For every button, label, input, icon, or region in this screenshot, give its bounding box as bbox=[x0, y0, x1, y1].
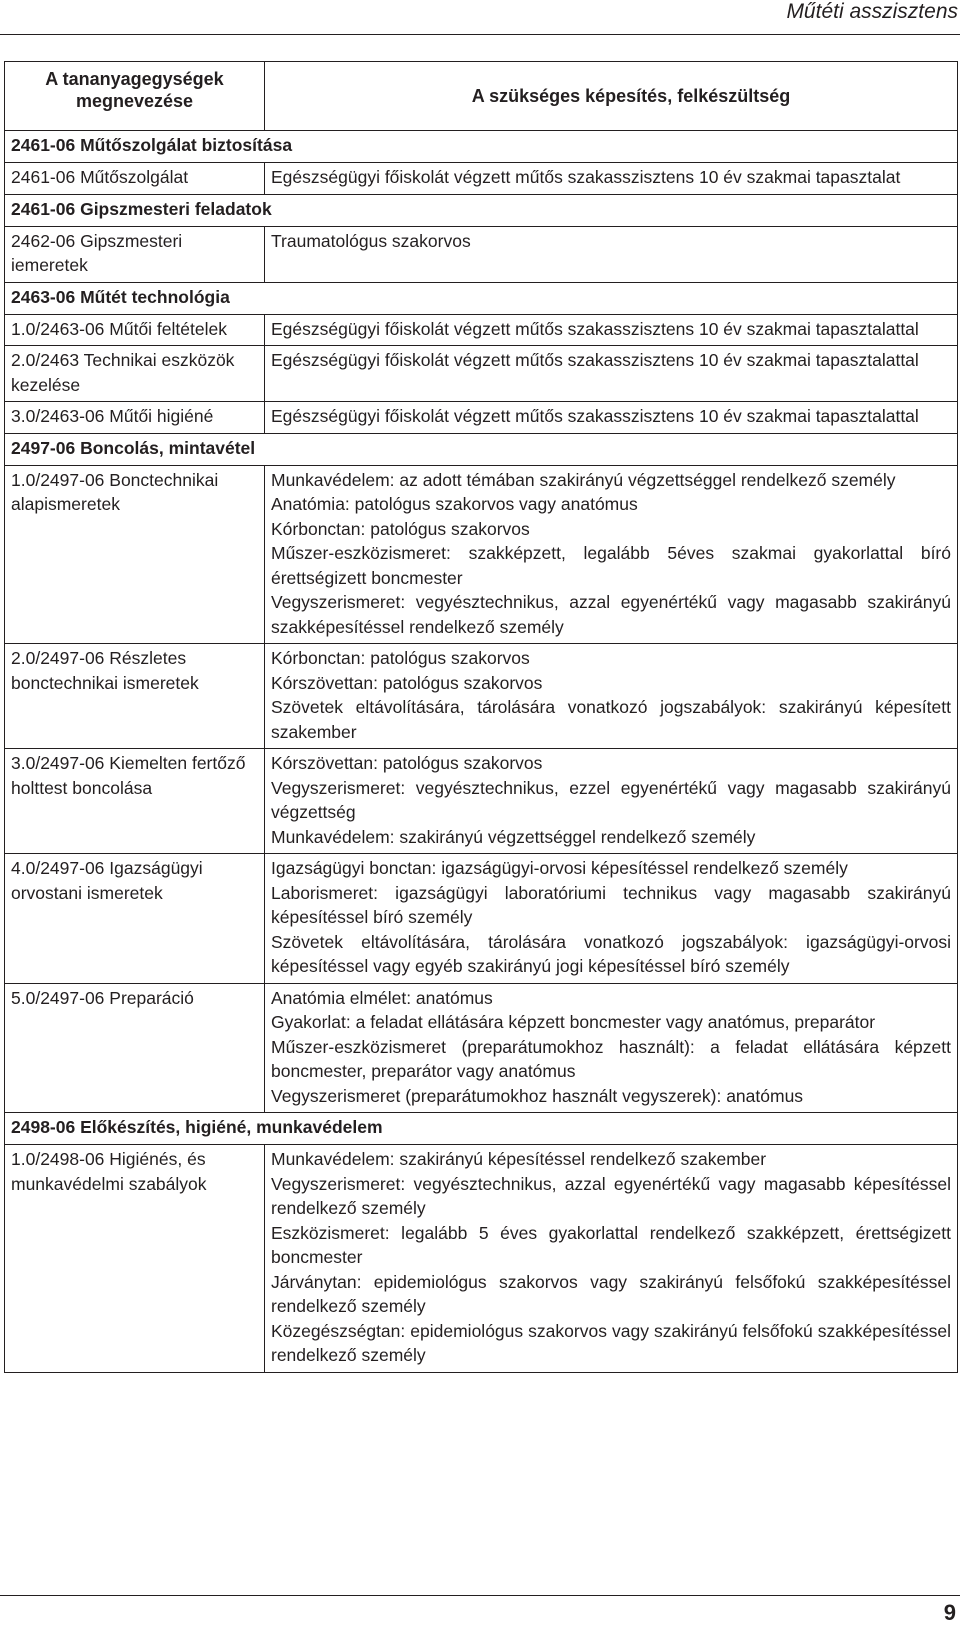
qualification-cell bbox=[265, 163, 958, 195]
qualification-line: Munkavédelem: az adott témában szakirányú végzettséggel rendelkező személy bbox=[271, 469, 896, 490]
qualification-line: Műszer-eszközismeret: szakképzett, legalább 5éves szakmai gyakorlattal bíró érettségizett boncmester bbox=[271, 543, 951, 588]
qualification-cell bbox=[265, 1145, 958, 1373]
qualification-line: Munkavédelem: szakirányú képesítéssel rendelkező szakember bbox=[271, 1149, 767, 1169]
qualification-line: Egészségügyi főiskolát végzett műtős szakasszisztens 10 év szakmai tapasztalattal bbox=[271, 318, 919, 339]
qualification-line: Igazságügyi bonctan: igazságügyi-orvosi képesítéssel rendelkező személy bbox=[271, 858, 848, 878]
qualification-line: Traumatológus szakorvos bbox=[271, 230, 471, 251]
qualification-line: Anatómia: patológus szakorvos vagy anatómus bbox=[271, 494, 638, 514]
column-header-units: A tananyagegységek megnevezése bbox=[5, 62, 265, 131]
qualification-line: Kórbonctan: patológus szakorvos bbox=[271, 518, 530, 539]
qualification-cell bbox=[265, 402, 958, 434]
qualification-cell bbox=[265, 346, 958, 402]
qualification-line: Egészségügyi főiskolát végzett műtős szakasszisztens 10 év szakmai tapasztalattal bbox=[271, 350, 919, 370]
section-row bbox=[5, 1113, 958, 1145]
section-row bbox=[5, 282, 958, 314]
qualification-line: Egészségügyi főiskolát végzett műtős szakasszisztens 10 év szakmai tapasztalat bbox=[271, 167, 901, 187]
section-title: 2461-06 Gipszmesteri feladatok bbox=[5, 194, 958, 226]
qualification-table-body bbox=[5, 62, 958, 1373]
qualification-line: Kórszövettan: patológus szakorvos bbox=[271, 753, 543, 773]
qualification-line: Laborismeret: igazságügyi laboratóriumi technikus vagy magasabb szakirányú képesítéssel bíró személy bbox=[271, 882, 951, 927]
qualification-cell bbox=[265, 644, 958, 749]
footer-rule bbox=[0, 1595, 960, 1596]
unit-name-cell: 3.0/2497-06 Kiemelten fertőző holttest boncolása bbox=[5, 749, 265, 854]
qualification-line: Kórszövettan: patológus szakorvos bbox=[271, 672, 543, 693]
qualification-line: Anatómia elmélet: anatómus bbox=[271, 987, 493, 1008]
column-header-qualification: A szükséges képesítés, felkészültség bbox=[265, 62, 958, 131]
unit-name-cell: 1.0/2498-06 Higiénés, és munkavédelmi szabályok bbox=[5, 1145, 265, 1373]
unit-name-cell: 2.0/2497-06 Részletes bonctechnikai ismeretek bbox=[5, 644, 265, 749]
table-header-row bbox=[5, 62, 958, 131]
unit-name-cell: 5.0/2497-06 Preparáció bbox=[5, 983, 265, 1113]
table-row bbox=[5, 314, 958, 346]
section-title: 2498-06 Előkészítés, higiéné, munkavédelem bbox=[5, 1113, 958, 1145]
qualification-line: Munkavédelem: szakirányú végzettséggel rendelkező személy bbox=[271, 826, 756, 847]
section-row bbox=[5, 433, 958, 465]
table-row bbox=[5, 346, 958, 402]
qualification-cell bbox=[265, 226, 958, 282]
qualification-table bbox=[4, 61, 958, 1373]
qualification-line: Szövetek eltávolítására, tárolására vonatkozó jogszabályok: igazságügyi-orvosi képesítéssel vagy egyéb szakirányú jogi képesítéssel bíró személy bbox=[271, 931, 951, 976]
section-row bbox=[5, 194, 958, 226]
unit-name-cell: 3.0/2463-06 Műtői higiéné bbox=[5, 402, 265, 434]
qualification-cell bbox=[265, 983, 958, 1113]
unit-name-cell: 2462-06 Gipszmesteri iemeretek bbox=[5, 226, 265, 282]
qualification-cell bbox=[265, 854, 958, 984]
qualification-cell bbox=[265, 749, 958, 854]
running-header-title: Műtéti asszisztens bbox=[786, 0, 958, 23]
running-header bbox=[0, 0, 960, 40]
section-title: 2461-06 Műtőszolgálat biztosítása bbox=[5, 131, 958, 163]
unit-name-cell: 4.0/2497-06 Igazságügyi orvostani ismeretek bbox=[5, 854, 265, 984]
table-row bbox=[5, 749, 958, 854]
qualification-line: Vegyszerismeret: vegyésztechnikus, ezzel egyenértékű vagy magasabb szakirányú végzettség bbox=[271, 777, 951, 822]
qualification-line: Vegyszerismeret: vegyésztechnikus, azzal egyenértékű vagy magasabb képesítéssel rendelkező személy bbox=[271, 1173, 951, 1218]
qualification-line: Vegyszerismeret (preparátumokhoz használt vegyszerek): anatómus bbox=[271, 1085, 804, 1106]
header-rule bbox=[0, 34, 960, 35]
table-row bbox=[5, 1145, 958, 1373]
qualification-line: Műszer-eszközismeret (preparátumokhoz használt): a feladat ellátására képzett boncmester, preparátor vagy anatómus bbox=[271, 1036, 951, 1081]
qualification-line: Kórbonctan: patológus szakorvos bbox=[271, 648, 530, 668]
table-row bbox=[5, 163, 958, 195]
unit-name-cell: 2461-06 Műtőszolgálat bbox=[5, 163, 265, 195]
table-row bbox=[5, 983, 958, 1113]
table-row bbox=[5, 854, 958, 984]
unit-name-cell: 2.0/2463 Technikai eszközök kezelése bbox=[5, 346, 265, 402]
qualification-cell bbox=[265, 314, 958, 346]
unit-name-cell: 1.0/2463-06 Műtői feltételek bbox=[5, 314, 265, 346]
unit-name-cell: 1.0/2497-06 Bonctechnikai alapismeretek bbox=[5, 465, 265, 644]
qualification-line: Közegészségtan: epidemiológus szakorvos vagy szakirányú felsőfokú szakképesítéssel rendelkező személy bbox=[271, 1320, 951, 1365]
table-row bbox=[5, 226, 958, 282]
qualification-line: Eszközismeret: legalább 5 éves gyakorlattal rendelkező szakképzett, érettségizett boncmester bbox=[271, 1222, 951, 1267]
qualification-line: Szövetek eltávolítására, tárolására vonatkozó jogszabályok: szakirányú képesített szakember bbox=[271, 697, 951, 742]
table-row bbox=[5, 402, 958, 434]
qualification-cell bbox=[265, 465, 958, 644]
section-title: 2497-06 Boncolás, mintavétel bbox=[5, 433, 958, 465]
qualification-line: Vegyszerismeret: vegyésztechnikus, azzal egyenértékű vagy magasabb szakirányú szakképesítéssel rendelkező személy bbox=[271, 592, 951, 637]
qualification-line: Egészségügyi főiskolát végzett műtős szakasszisztens 10 év szakmai tapasztalattal bbox=[271, 406, 919, 426]
page-number: 9 bbox=[943, 1600, 956, 1625]
table-row bbox=[5, 644, 958, 749]
qualification-line: Járványtan: epidemiológus szakorvos vagy szakirányú felsőfokú szakképesítéssel rendelkező személy bbox=[271, 1271, 951, 1316]
qualification-line: Gyakorlat: a feladat ellátására képzett boncmester vagy anatómus, preparátor bbox=[271, 1012, 876, 1032]
section-title: 2463-06 Műtét technológia bbox=[5, 282, 958, 314]
section-row bbox=[5, 131, 958, 163]
table-row bbox=[5, 465, 958, 644]
